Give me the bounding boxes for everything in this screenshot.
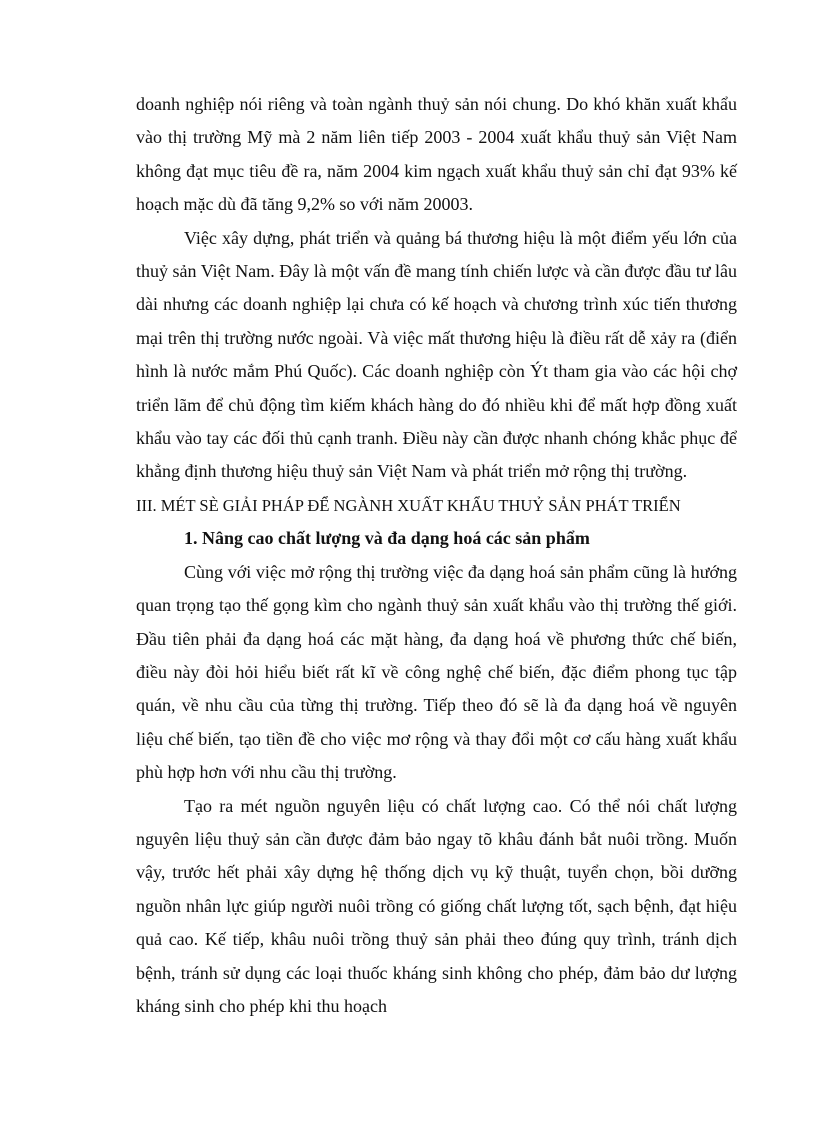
paragraph-continuation: doanh nghiệp nói riêng và toàn ngành thuỷ sản nói chung. Do khó khăn xuất khẩu vào thị trường Mỹ mà 2 năm liên tiếp 2003 - 2004 xuất khẩu thuỷ sản Việt Nam không đạt mục tiêu đề ra, năm 2004 kim ngạch xuất khẩu thuỷ sản chỉ đạt 93% kế hoạch mặc dù đã tăng 9,2% so với năm 20003.	[136, 94, 737, 215]
paragraph-raw-materials: Tạo ra mét nguồn nguyên liệu có chất lượng cao. Có thể nói chất lượng nguyên liệu thuỷ sản cần được đảm bảo ngay tõ khâu đánh bắt nuôi trồng. Muốn vậy, trước hết phải xây dựng hệ thống dịch vụ kỹ thuật, tuyển chọn, bồi dưỡng nguồn nhân lực giúp người nuôi trồng có giống chất lượng tốt, sạch bệnh, đạt hiệu quả cao. Kế tiếp, khâu nuôi trồng thuỷ sản phải theo đúng quy trình, tránh dịch bệnh, tránh sử dụng các loại thuốc kháng sinh không cho phép, đảm bảo dư lượng kháng sinh cho phép khi thu hoạch	[136, 795, 737, 1016]
section-heading: III. MÉT SÈ GIẢI PHÁP ĐỂ NGÀNH XUẤT KHẨU THUỶ SẢN PHÁT TRIỂN	[136, 495, 681, 515]
page-content	[136, 88, 737, 1023]
paragraph-brand-weakness: Việc xây dựng, phát triển và quảng bá thương hiệu là một điểm yếu lớn của thuỷ sản Việt Nam. Đây là một vấn đề mang tính chiến lược và cần được đầu tư lâu dài nhưng các doanh nghiệp lại chưa có kế hoạch và chương trình xúc tiến thương mại trên thị trường nước ngoài. Và việc mất thương hiệu là điều rất dễ xảy ra (điển hình là nước mắm Phú Quốc). Các doanh nghiệp còn Ýt tham gia vào các hội chợ triển lãm để chủ động tìm kiếm khách hàng do đó nhiều khi để mất hợp đồng xuất khẩu vào tay các đối thủ cạnh tranh. Điều này cần được nhanh chóng khắc phục để khẳng định thương hiệu thuỷ sản Việt Nam và phát triển mở rộng thị trường.	[136, 227, 737, 482]
sub-heading: 1. Nâng cao chất lượng và đa dạng hoá các sản phẩm	[184, 528, 590, 549]
paragraph-diversification: Cùng với việc mở rộng thị trường việc đa dạng hoá sản phẩm cũng là hướng quan trọng tạo thế gọng kìm cho ngành thuỷ sản xuất khẩu vào thị trường thế giới. Đầu tiên phải đa dạng hoá các mặt hàng, đa dạng hoá về phương thức chế biến, điều này đòi hỏi hiểu biết rất kĩ về công nghệ chế biến, đặc điểm phong tục tập quán, về nhu cầu của từng thị trường. Tiếp theo đó sẽ là đa dạng hoá về nguyên liệu chế biến, tạo tiền đề cho việc mơ rộng và thay đổi một cơ cấu hàng xuất khẩu phù hợp hơn với nhu cầu thị trường.	[136, 561, 737, 783]
